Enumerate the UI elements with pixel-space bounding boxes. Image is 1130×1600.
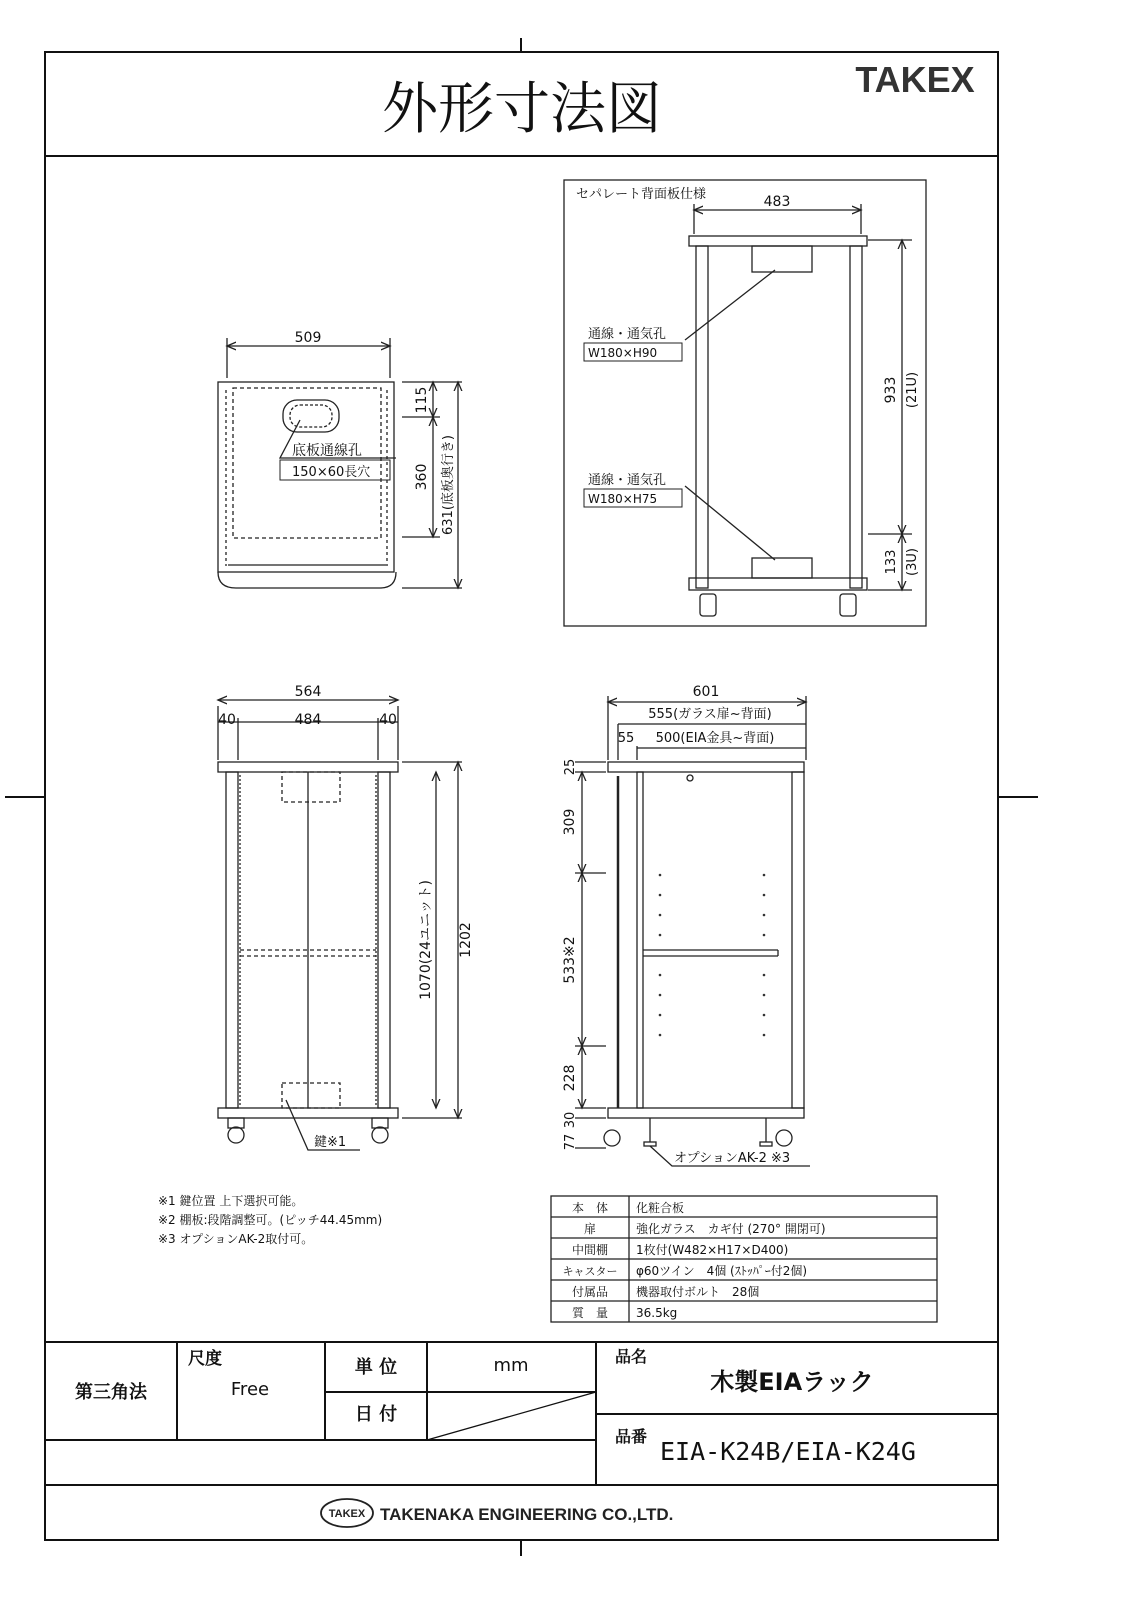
spec-value: 化粧合板 bbox=[636, 1201, 685, 1215]
spec-label: キャスター bbox=[562, 1265, 618, 1278]
dim-30: 30 bbox=[563, 1111, 578, 1129]
side-view bbox=[575, 696, 810, 1166]
dim-228: 228 bbox=[562, 1064, 578, 1092]
company-logo-text: TAKEX bbox=[328, 1508, 366, 1520]
date-label: 日 付 bbox=[354, 1404, 398, 1425]
projection-method: 第三角法 bbox=[75, 1382, 147, 1403]
dim-40-left: 40 bbox=[218, 712, 236, 728]
page-title: 外形寸法図 bbox=[382, 77, 662, 142]
dim-601: 601 bbox=[692, 684, 720, 700]
sheet-frame bbox=[5, 38, 1038, 1556]
dim-115: 115 bbox=[414, 386, 430, 414]
dim-500: 500(EIA金具~背面) bbox=[655, 731, 775, 746]
dim-133: 133 bbox=[884, 549, 899, 575]
product-no: EIA-K24B/EIA-K24G bbox=[660, 1437, 916, 1466]
spec-label: 付属品 bbox=[571, 1285, 609, 1299]
spec-table bbox=[551, 1196, 937, 1322]
hole-label: 底板通線孔 bbox=[292, 443, 362, 459]
spec-rows bbox=[563, 1200, 826, 1320]
dim-1070: 1070(24ユニット) bbox=[418, 880, 434, 1000]
spec-label: 質 量 bbox=[571, 1306, 609, 1320]
unit-label: 単 位 bbox=[354, 1357, 398, 1378]
dim-3u: (3U) bbox=[905, 548, 920, 576]
dim-484: 484 bbox=[294, 712, 322, 728]
dim-40-right: 40 bbox=[379, 712, 397, 728]
side-shelf-holes bbox=[659, 874, 766, 1037]
dim-55: 55 bbox=[617, 731, 635, 746]
dim-533: 533※2 bbox=[562, 936, 578, 984]
brand-logo: TAKEX bbox=[855, 59, 975, 100]
back-panel-view bbox=[564, 180, 926, 626]
vent-lower-label: 通線・通気孔 bbox=[588, 473, 667, 488]
spec-value: 36.5kg bbox=[636, 1306, 678, 1320]
back-width-dim: 483 bbox=[763, 194, 791, 210]
product-no-label: 品番 bbox=[615, 1427, 648, 1446]
top-width-dim: 509 bbox=[294, 330, 322, 346]
spec-label: 扉 bbox=[583, 1222, 597, 1236]
dim-21u: (21U) bbox=[905, 371, 920, 409]
unit-value: mm bbox=[493, 1355, 529, 1376]
vent-upper-label: 通線・通気孔 bbox=[588, 327, 667, 342]
spec-label: 中間棚 bbox=[571, 1243, 609, 1257]
vent-lower-size: W180×H75 bbox=[588, 492, 658, 506]
dim-555: 555(ガラス扉~背面) bbox=[648, 707, 772, 722]
dim-25: 25 bbox=[563, 758, 578, 776]
top-view bbox=[218, 338, 462, 588]
spec-value: φ60ツイン 4個 (ｽﾄｯﾊﾟｰ付2個) bbox=[636, 1264, 808, 1278]
note-1: ※1 鍵位置 上下選択可能。 bbox=[158, 1194, 304, 1208]
spec-value: 機器取付ボルト 28個 bbox=[636, 1285, 760, 1299]
dim-631: 631(底板奥行き) bbox=[441, 435, 456, 535]
dim-309: 309 bbox=[562, 808, 578, 836]
spec-value: 強化ガラス カギ付 (270° 開閉可) bbox=[636, 1222, 826, 1236]
dim-77: 77 bbox=[563, 1133, 578, 1151]
spec-value: 1枚付(W482×H17×D400) bbox=[636, 1243, 789, 1257]
scale-value: Free bbox=[230, 1379, 270, 1400]
dim-1202: 1202 bbox=[458, 922, 474, 958]
vent-upper-size: W180×H90 bbox=[588, 346, 658, 360]
option-label: オプションAK-2 ※3 bbox=[674, 1151, 791, 1166]
dim-564: 564 bbox=[294, 684, 322, 700]
note-3: ※3 オプションAK-2取付可。 bbox=[158, 1232, 314, 1246]
dim-933: 933 bbox=[883, 376, 899, 404]
product-name: 木製EIAラック bbox=[710, 1368, 874, 1396]
spec-label: 本 体 bbox=[571, 1201, 609, 1215]
dim-360: 360 bbox=[414, 463, 430, 491]
product-name-label: 品名 bbox=[615, 1347, 648, 1366]
company-logo bbox=[321, 1499, 373, 1527]
key-label: 鍵※1 bbox=[314, 1135, 347, 1150]
hole-size: 150×60長穴 bbox=[292, 465, 371, 480]
company-name: TAKENAKA ENGINEERING CO.,LTD. bbox=[380, 1505, 674, 1524]
scale-label: 尺度 bbox=[188, 1349, 222, 1369]
back-panel-label: セパレート背面板仕様 bbox=[576, 187, 707, 202]
note-2: ※2 棚板:段階調整可。(ピッチ44.45mm) bbox=[158, 1213, 383, 1227]
